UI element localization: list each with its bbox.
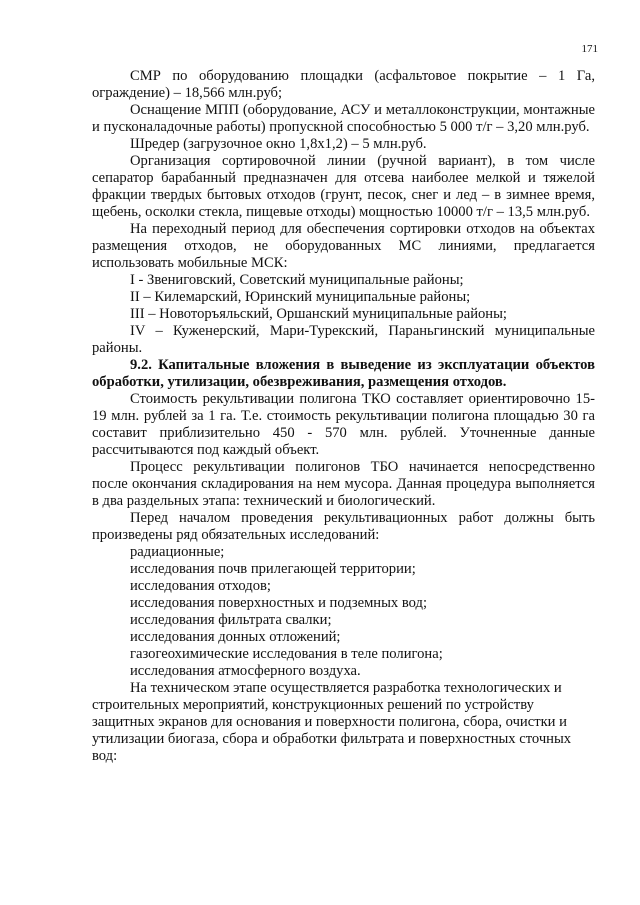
list-item-msk-3: III – Новоторъяльский, Оршанский муниципальные районы;: [130, 306, 507, 322]
paragraph-sorting-line: Организация сортировочной линии (ручной вариант), в том числе сепаратор барабанный предназначен для отсева наиболее мелкой и тяжелой фракции твердых бытовых отходов (грунт, песок, снег и лед – в зимнее время, щебень, осколки стекла, пищевые отходы) мощностью 10000 т/г – 13,5 млн.руб.: [92, 153, 595, 220]
list-item-research: газогеохимические исследования в теле полигона;: [130, 646, 443, 662]
paragraph-technical-stage: На техническом этапе осуществляется разработка технологических и строительных мероприятий, конструкционных решений по устройству защитных экранов для основания и поверхности полигона, сбора, очистки и утилизации биогаза, сбора и обработки фильтрата и поверхностных сточных вод:: [92, 680, 572, 764]
paragraph-mpp-equipment: Оснащение МПП (оборудование, АСУ и металлоконструкции, монтажные и пусконаладочные работы) пропускной способностью 5 000 т/г – 3,20 млн.руб.: [92, 102, 595, 135]
list-item-research: исследования атмосферного воздуха.: [130, 663, 361, 679]
page-number: 171: [581, 43, 598, 55]
paragraph-research-intro: Перед началом проведения рекультивационных работ должны быть произведены ряд обязательных исследований:: [92, 510, 595, 543]
paragraph-smr-cost: СМР по оборудованию площадки (асфальтовое покрытие – 1 Га, ограждение) – 18,566 млн.руб;: [92, 68, 595, 101]
section-heading-9-2: 9.2. Капитальные вложения в выведение из эксплуатации объектов обработки, утилизации, обезвреживания, размещения отходов.: [92, 357, 595, 390]
list-item-research: исследования фильтрата свалки;: [130, 612, 332, 628]
list-item-msk-4: IV – Куженерский, Мари-Турекский, Параньгинский муниципальные районы.: [92, 323, 595, 356]
list-item-research: радиационные;: [130, 544, 225, 560]
list-item-msk-1: I - Звениговский, Советский муниципальные районы;: [130, 272, 464, 288]
paragraph-transition-period: На переходный период для обеспечения сортировки отходов на объектах размещения отходов, не оборудованных МС линиями, предлагается использовать мобильные МСК:: [92, 221, 595, 271]
list-item-research: исследования донных отложений;: [130, 629, 341, 645]
paragraph-recultivation-process: Процесс рекультивации полигонов ТБО начинается непосредственно после окончания складирования на нем мусора. Данная процедура выполняется в два раздельных этапа: технический и биологический.: [92, 459, 595, 509]
list-item-msk-2: II – Килемарский, Юринский муниципальные районы;: [130, 289, 471, 305]
paragraph-shredder: Шредер (загрузочное окно 1,8х1,2) – 5 млн.руб.: [130, 136, 427, 152]
document-body: [92, 68, 595, 765]
list-item-research: исследования почв прилегающей территории;: [130, 561, 416, 577]
list-item-research: исследования отходов;: [130, 578, 271, 594]
list-item-research: исследования поверхностных и подземных вод;: [130, 595, 428, 611]
paragraph-recultivation-cost: Стоимость рекультивации полигона ТКО составляет ориентировочно 15-19 млн. рублей за 1 га. Т.е. стоимость рекультивации полигона площадью 30 га составит приблизительно 450 - 570 млн. рублей. Уточненные данные рассчитываются под каждый объект.: [92, 391, 595, 458]
